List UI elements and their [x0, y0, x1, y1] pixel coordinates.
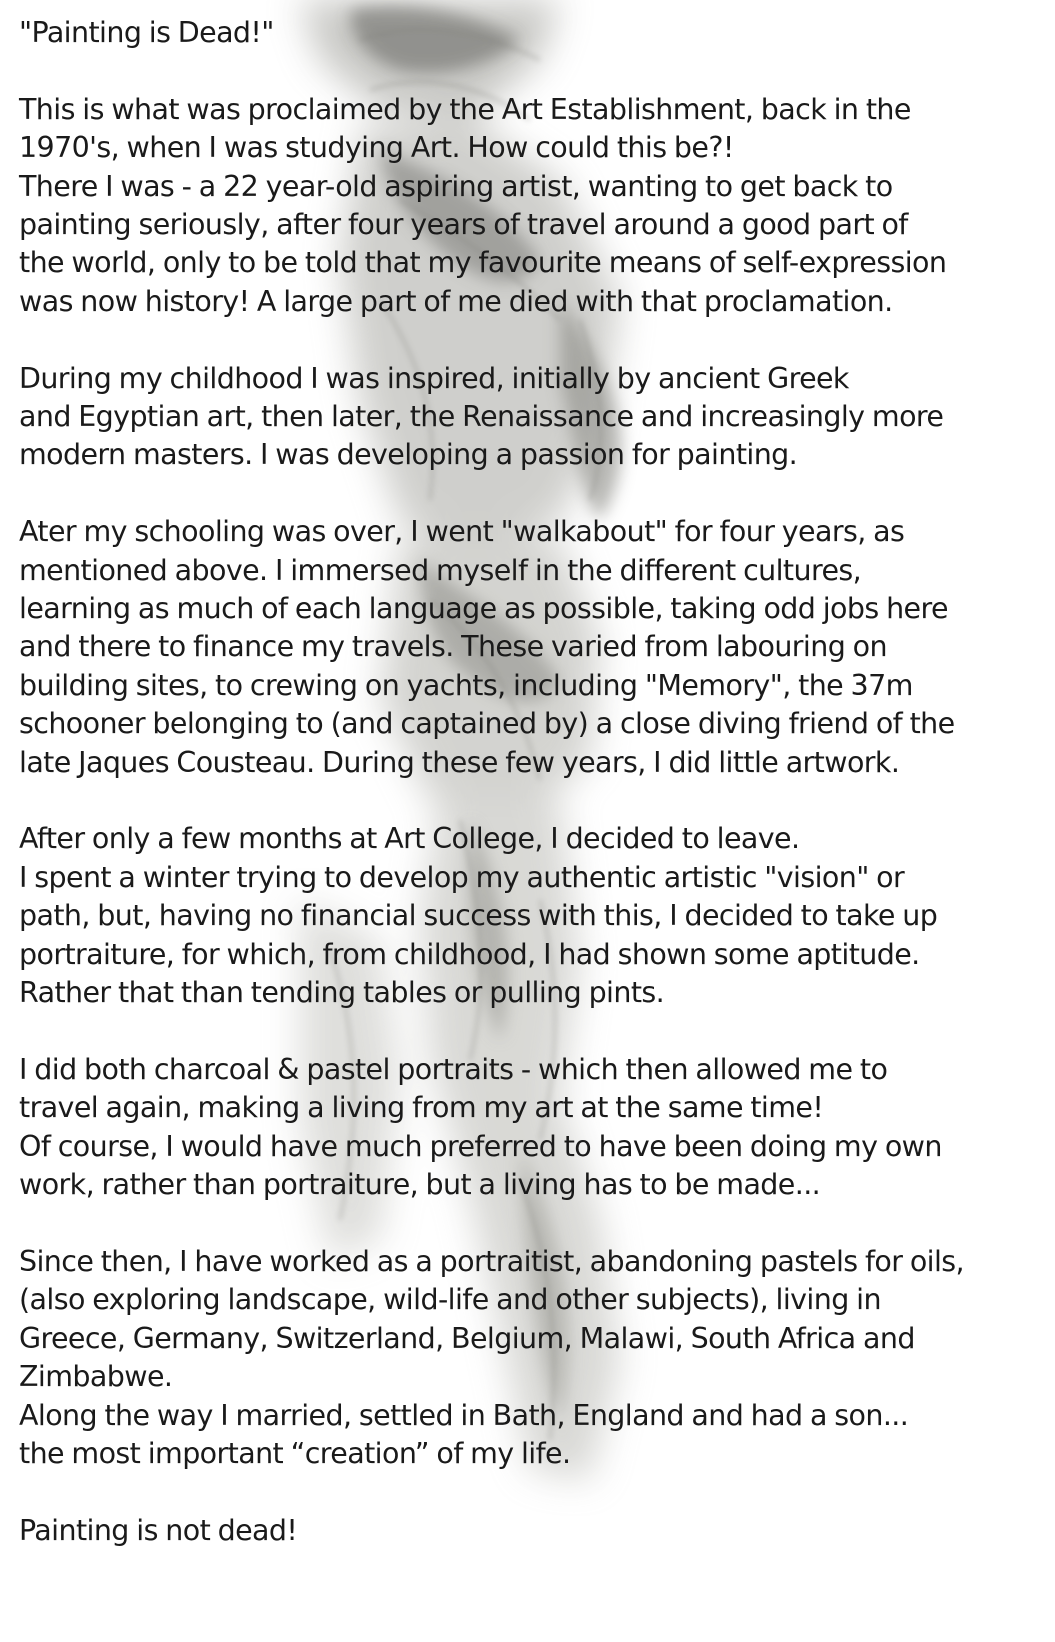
- text-line: painting seriously, after four years of travel around a good part of: [19, 208, 908, 242]
- text-line: (also exploring landscape, wild-life and other subjects), living in: [19, 1283, 881, 1317]
- text-line: Along the way I married, settled in Bath, England and had a son...: [19, 1398, 909, 1432]
- text-line: mentioned above. I immersed myself in the different cultures,: [19, 553, 862, 587]
- text-line: Painting is not dead!: [19, 1513, 298, 1547]
- text-line: Rather that than tending tables or pulling pints.: [19, 976, 665, 1010]
- text-line: Ater my schooling was over, I went "walkabout" for four years, as: [19, 515, 905, 549]
- title-line: "Painting is Dead!": [19, 16, 274, 49]
- paragraph: [19, 1243, 1049, 1473]
- text-line: travel again, making a living from my art at the same time!: [19, 1091, 824, 1125]
- text-line: building sites, to crewing on yachts, including "Memory", the 37m: [19, 668, 913, 702]
- text-line: Greece, Germany, Switzerland, Belgium, Malawi, South Africa and: [19, 1321, 915, 1355]
- text-line: learning as much of each language as possible, taking odd jobs here: [19, 592, 948, 626]
- text-line: schooner belonging to (and captained by) a close diving friend of the: [19, 707, 955, 741]
- closing-paragraph: [19, 1512, 1049, 1550]
- text-line: Since then, I have worked as a portraitist, abandoning pastels for oils,: [19, 1244, 964, 1278]
- paragraph: [19, 820, 1049, 1012]
- text-line: Of course, I would have much preferred to have been doing my own: [19, 1129, 942, 1163]
- text-line: was now history! A large part of me died with that proclamation.: [19, 284, 893, 318]
- text-line: portraiture, for which, from childhood, I had shown some aptitude.: [19, 937, 920, 971]
- text-line: path, but, having no financial success with this, I decided to take up: [19, 899, 938, 933]
- paragraph: [19, 513, 1049, 782]
- text-line: I did both charcoal & pastel portraits - which then allowed me to: [19, 1052, 888, 1086]
- paragraph: [19, 91, 1049, 321]
- text-line: After only a few months at Art College, I decided to leave.: [19, 822, 800, 856]
- text-line: and there to finance my travels. These varied from labouring on: [19, 630, 887, 664]
- text-line: There I was - a 22 year-old aspiring artist, wanting to get back to: [19, 169, 893, 203]
- text-line: late Jaques Cousteau. During these few years, I did little artwork.: [19, 745, 900, 779]
- text-line: the most important “creation” of my life.: [19, 1436, 571, 1470]
- text-line: the world, only to be told that my favourite means of self-expression: [19, 246, 947, 280]
- text-line: and Egyptian art, then later, the Renaissance and increasingly more: [19, 400, 944, 434]
- text-line: This is what was proclaimed by the Art Establishment, back in the: [19, 92, 911, 126]
- paragraph: [19, 1051, 1049, 1205]
- text-line: Zimbabwe.: [19, 1360, 173, 1394]
- text-line: During my childhood I was inspired, initially by ancient Greek: [19, 361, 849, 395]
- text-line: I spent a winter trying to develop my authentic artistic "vision" or: [19, 860, 905, 894]
- article-text: [19, 14, 1049, 1589]
- paragraph: [19, 360, 1049, 475]
- text-line: work, rather than portraiture, but a living has to be made...: [19, 1168, 821, 1202]
- text-line: modern masters. I was developing a passion for painting.: [19, 438, 798, 472]
- text-line: 1970's, when I was studying Art. How could this be?!: [19, 131, 734, 165]
- document-title: [19, 14, 1049, 52]
